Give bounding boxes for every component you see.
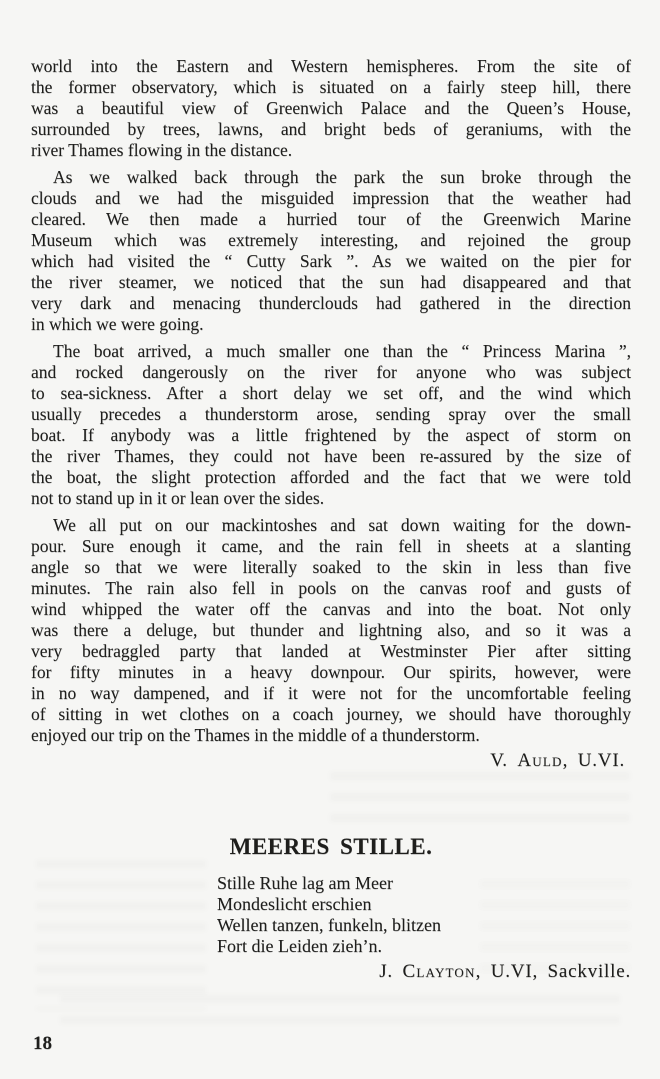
- paragraph: [31, 167, 631, 335]
- text-line: of sitting in wet clothes on a coach journey, we should have thoroughly: [31, 704, 631, 724]
- show-through-artifact: [60, 995, 620, 1035]
- text-line: to sea-sickness. After a short delay we set off, and the wind which: [31, 383, 631, 403]
- text-column: [31, 56, 631, 982]
- text-line: surrounded by trees, lawns, and bright beds of geraniums, with the: [31, 119, 631, 139]
- text-line: and rocked dangerously on the river for anyone who was subject: [31, 362, 631, 382]
- text-line: the river steamer, we noticed that the sun had disappeared and that: [31, 272, 631, 292]
- poem-line: Stille Ruhe lag am Meer: [217, 873, 393, 893]
- poem-title: MEERES STILLE.: [229, 834, 433, 859]
- text-line: minutes. The rain also fell in pools on the canvas roof and gusts of: [31, 578, 631, 598]
- poem-line: Wellen tanzen, funkeln, blitzen: [217, 915, 441, 935]
- text-line: was a beautiful view of Greenwich Palace and the Queen’s House,: [31, 98, 631, 118]
- paragraph: [31, 341, 631, 509]
- text-line: for fifty minutes in a heavy downpour. Our spirits, however, were: [31, 662, 631, 682]
- text-line: angle so that we were literally soaked to the skin in less than five: [31, 557, 631, 577]
- text-line: the former observatory, which is situated on a fairly steep hill, there: [31, 77, 631, 97]
- text-line: As we walked back through the park the sun broke through the: [53, 167, 631, 187]
- text-line: pour. Sure enough it came, and the rain fell in sheets at a slanting: [31, 536, 631, 556]
- poem-body: [217, 873, 631, 957]
- essay-paragraphs: [31, 56, 631, 746]
- paragraph: [31, 56, 631, 161]
- poem-signature-name: Clayton: [402, 961, 476, 982]
- text-line: enjoyed our trip on the Thames in the middle of a thunderstorm.: [31, 725, 480, 745]
- text-line: wind whipped the water off the canvas and into the boat. Not only: [31, 599, 631, 619]
- essay-signature-suffix: , U.VI.: [562, 750, 625, 771]
- text-line: very dark and menacing thunderclouds had gathered in the direction: [31, 293, 631, 313]
- text-line: in no way dampened, and if it were not for the uncomfortable feeling: [31, 683, 631, 703]
- text-line: cleared. We then made a hurried tour of the Greenwich Marine: [31, 209, 631, 229]
- poem-signature-suffix: , U.VI, Sackville.: [475, 961, 631, 982]
- text-line: not to stand up in it or lean over the sides.: [31, 488, 325, 508]
- text-line: was there a deluge, but thunder and lightning also, and so it was a: [31, 620, 631, 640]
- text-line: clouds and we had the misguided impression that the weather had: [31, 188, 631, 208]
- text-line: usually precedes a thunderstorm arose, sending spray over the small: [31, 404, 631, 424]
- essay-signature-initial: V.: [490, 750, 518, 771]
- text-line: very bedraggled party that landed at Westminster Pier after sitting: [31, 641, 631, 661]
- text-line: The boat arrived, a much smaller one than the “ Princess Marina ”,: [53, 341, 631, 361]
- poem-line: Mondeslicht erschien: [217, 894, 372, 914]
- essay-signature-name: Auld: [517, 750, 563, 771]
- text-line: the boat, the slight protection afforded and the fact that we were told: [31, 467, 631, 487]
- text-line: Museum which was extremely interesting, and rejoined the group: [31, 230, 631, 250]
- page-number: 18: [33, 1033, 52, 1054]
- text-line: world into the Eastern and Western hemispheres. From the site of: [31, 56, 631, 76]
- text-line: We all put on our mackintoshes and sat down waiting for the down-: [53, 515, 631, 535]
- essay-signature: [31, 750, 625, 771]
- poem-signature-initial: J.: [379, 961, 403, 982]
- paragraph: [31, 515, 631, 746]
- text-line: the river Thames, they could not have been re-assured by the size of: [31, 446, 631, 466]
- text-line: river Thames flowing in the distance.: [31, 140, 293, 160]
- text-line: boat. If anybody was a little frightened by the aspect of storm on: [31, 425, 631, 445]
- poem-line: Fort die Leiden zieh’n.: [217, 936, 382, 956]
- poem-signature: [31, 961, 631, 982]
- text-line: which had visited the “ Cutty Sark ”. As we waited on the pier for: [31, 251, 631, 271]
- text-line: in which we were going.: [31, 314, 204, 334]
